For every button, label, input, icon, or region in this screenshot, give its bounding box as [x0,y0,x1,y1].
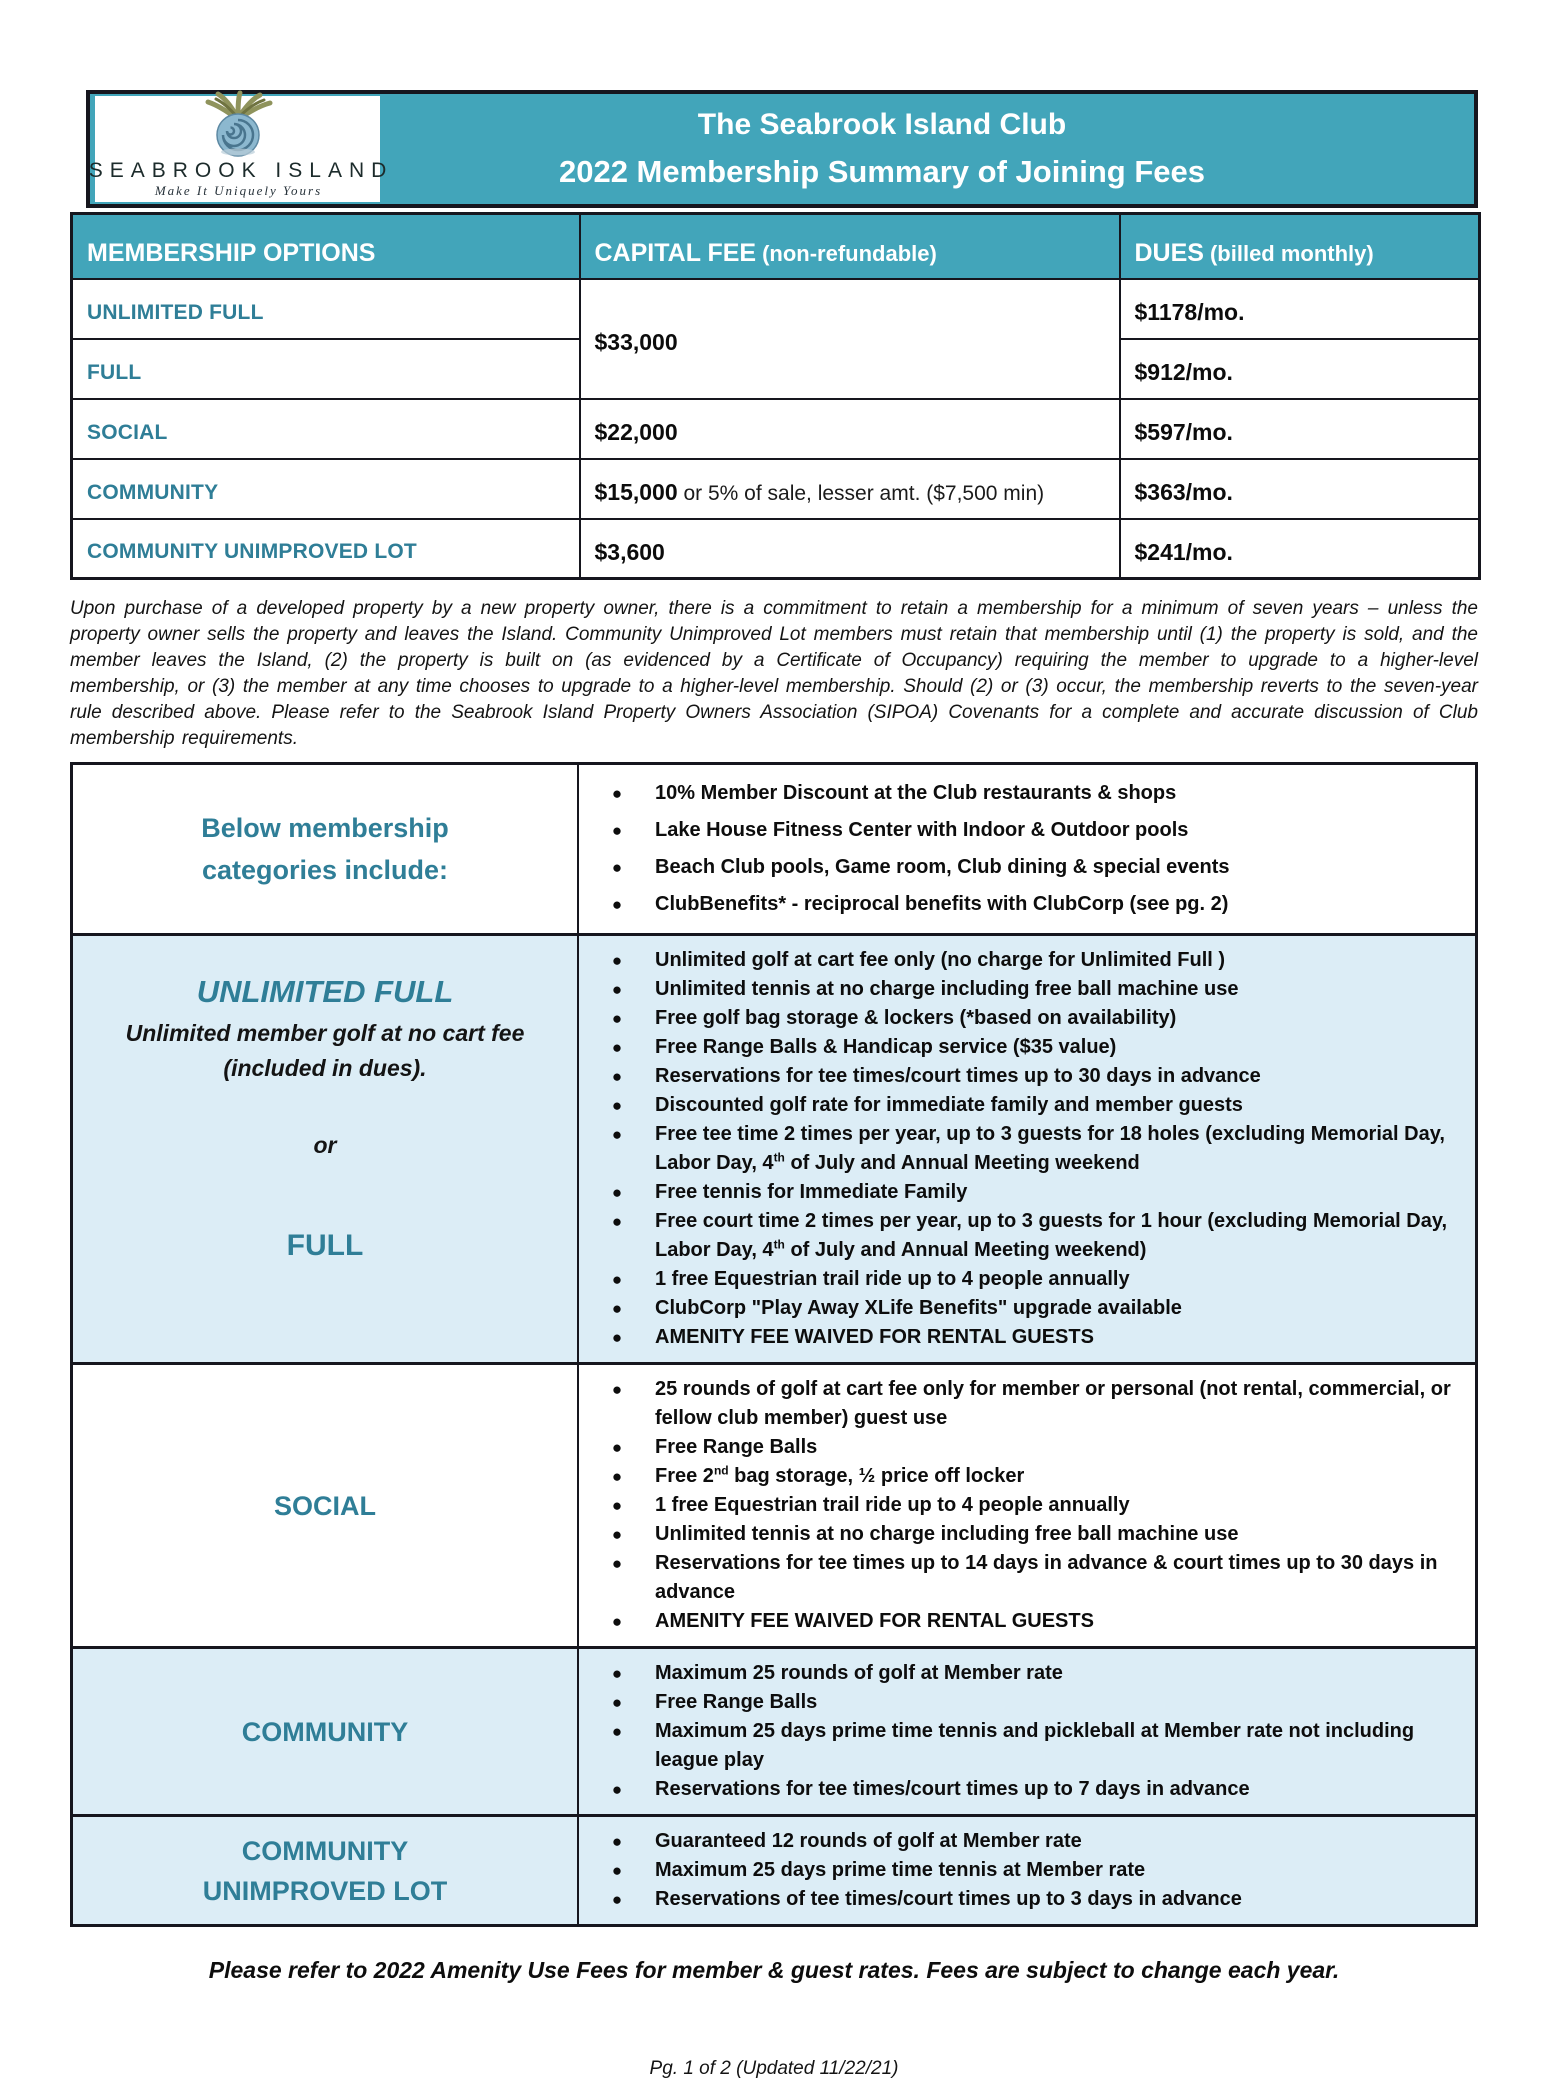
benefits-section-all-categories [73,765,1475,933]
benefits-list [579,1817,1475,1924]
dues-cell [1120,279,1480,339]
dues-value: $241/mo. [1134,538,1233,565]
benefit-item [579,1265,1471,1294]
bullet-icon: ● [611,1380,623,1399]
nautilus-shell-icon [178,92,298,158]
column-title: CAPITAL FEE [594,238,757,267]
benefit-item [579,1294,1471,1323]
dues-cell [1120,399,1480,459]
capital-fee-value: $3,600 [594,538,665,565]
benefit-text: Maximum 25 rounds of golf at Member rate [655,1662,1063,1684]
benefit-item [579,886,1471,923]
section-label-line: Unlimited member golf at no cart fee [125,1020,525,1046]
benefit-text: Reservations for tee times/court times up to 7 days in advance [655,1778,1250,1800]
logo-wordmark: SEABROOK ISLAND [88,159,394,182]
benefit-text: Free Range Balls [655,1436,818,1458]
benefit-text: Reservations for tee times/court times up to 30 days in advance [655,1065,1261,1087]
bullet-icon: ● [611,1038,623,1057]
bullet-icon: ● [611,1780,623,1799]
benefit-item [579,1717,1471,1775]
benefit-item [579,1033,1471,1062]
dues-value: $1178/mo. [1134,299,1245,325]
benefit-item [579,1433,1471,1462]
membership-option-cell: UNLIMITED FULL [72,279,580,339]
bullet-icon: ● [611,895,623,914]
capital-fee-cell-merged [580,279,1120,399]
bullet-icon: ● [611,1554,623,1573]
section-label-line: FULL [286,1229,364,1262]
logo-tagline: Make It Uniquely Yours [154,183,323,198]
benefit-item [579,775,1471,812]
column-title: MEMBERSHIP OPTIONS [87,238,376,267]
bullet-icon: ● [611,1212,623,1231]
dues-cell [1120,339,1480,399]
benefit-item [579,1856,1471,1885]
title-line1: The Seabrook Island Club [697,108,1067,141]
benefits-section-social [73,1362,1475,1646]
benefit-item [579,1775,1471,1804]
benefit-item [579,1207,1471,1265]
benefit-item [579,1827,1471,1856]
benefit-text: Maximum 25 days prime time tennis at Member rate [655,1859,1146,1881]
col-capital-fee [580,214,1120,279]
benefit-text: ClubCorp "Play Away XLife Benefits" upgrade available [655,1297,1182,1319]
benefit-item [579,946,1471,975]
benefits-list [579,1365,1475,1646]
benefit-text: Free Range Balls [655,1691,818,1713]
benefit-text: Beach Club pools, Game room, Club dining & special events [655,856,1230,878]
benefit-item [579,1323,1471,1352]
benefit-text: Unlimited golf at cart fee only (no charge for Unlimited Full ) [655,949,1226,971]
benefits-section-unlimited-full-and-full [73,933,1475,1362]
bullet-icon: ● [611,1861,623,1880]
benefit-text: AMENITY FEE WAIVED FOR RENTAL GUESTS [655,1326,1094,1348]
column-title: DUES [1134,238,1204,267]
bullet-icon: ● [611,980,623,999]
benefit-item [579,1491,1471,1520]
benefits-section-community-unimproved-lot [73,1814,1475,1924]
page-number: Pg. 1 of 2 (Updated 11/22/21) [649,2058,899,2079]
membership-option-cell: COMMUNITY [72,459,580,519]
column-note: (billed monthly) [1209,240,1374,266]
benefit-text: 10% Member Discount at the Club restaurants & shops [655,782,1177,804]
section-label-line: COMMUNITY [241,1716,409,1747]
benefit-text: Reservations of tee times/court times up to 3 days in advance [655,1888,1242,1910]
document-header-band [86,90,1478,208]
fees-row-community [72,459,1480,519]
fees-header-row [72,214,1480,279]
benefit-text: Free Range Balls & Handicap service ($35 value) [655,1036,1117,1058]
benefits-list [579,765,1475,933]
bullet-icon: ● [611,1832,623,1851]
column-note: (non-refundable) [762,240,937,266]
col-membership-options [72,214,580,279]
col-dues [1120,214,1480,279]
benefit-text: Free 2nd bag storage, ½ price off locker [655,1463,1025,1487]
benefit-item [579,975,1471,1004]
bullet-icon: ● [611,1299,623,1318]
section-label [73,936,579,1362]
benefit-text: Free golf bag storage & lockers (*based on availability) [655,1007,1177,1029]
bullet-icon: ● [611,1467,623,1486]
section-label-line: SOCIAL [273,1490,376,1521]
section-label-line: Below membership [201,813,449,843]
benefit-item [579,1549,1471,1607]
benefit-item [579,1062,1471,1091]
membership-option-cell: COMMUNITY UNIMPROVED LOT [72,519,580,579]
membership-option-cell: SOCIAL [72,399,580,459]
section-label [73,1649,579,1814]
capital-fee-cell [580,459,1120,519]
benefit-item [579,849,1471,886]
benefit-text: Maximum 25 days prime time tennis and pickleball at Member rate not including league play [655,1720,1415,1771]
bullet-icon: ● [611,1722,623,1741]
benefit-item [579,1688,1471,1717]
bullet-icon: ● [611,1067,623,1086]
bullet-icon: ● [611,1890,623,1909]
bullet-icon: ● [611,1525,623,1544]
benefit-item [579,1520,1471,1549]
benefit-text: AMENITY FEE WAIVED FOR RENTAL GUESTS [655,1610,1094,1632]
benefits-table [70,762,1478,1927]
amenity-fees-note: Please refer to 2022 Amenity Use Fees for member & guest rates. Fees are subject to change each year. [208,1957,1340,1983]
membership-fees-table [70,212,1481,580]
club-logo [88,96,394,202]
benefits-list [579,1649,1475,1814]
bullet-icon: ● [611,1496,623,1515]
section-label-line: categories include: [201,855,449,885]
capital-fee-note: or 5% of sale, lesser amt. ($7,500 min) [677,482,1045,505]
benefit-item [579,1091,1471,1120]
section-label [73,765,579,933]
dues-cell [1120,519,1480,579]
benefit-text: Lake House Fitness Center with Indoor & Outdoor pools [655,819,1189,841]
benefit-item [579,1885,1471,1914]
section-label-line: UNIMPROVED LOT [202,1875,448,1906]
title-line2: 2022 Membership Summary of Joining Fees [558,154,1206,189]
dues-value: $912/mo. [1134,359,1233,385]
membership-option-cell: FULL [72,339,580,399]
benefit-item [579,1659,1471,1688]
section-label-line: COMMUNITY [241,1835,409,1866]
bullet-icon: ● [611,1612,623,1631]
bullet-icon: ● [611,1438,623,1457]
dues-cell [1120,459,1480,519]
capital-fee-cell [580,519,1120,579]
benefit-text: Reservations for tee times up to 14 days in advance & court times up to 30 days in advance [655,1552,1438,1603]
dues-value: $597/mo. [1134,419,1233,445]
section-label-line: (included in dues). [223,1055,427,1081]
benefit-text: ClubBenefits* - reciprocal benefits with ClubCorp (see pg. 2) [655,893,1229,915]
bullet-icon: ● [611,784,623,803]
membership-commitment-disclaimer: Upon purchase of a developed property by a new property owner, there is a commitment to retain a membership for a minimum of seven years – unless the property owner sells the property and leaves the Island. Community Unimproved Lot members must retain that membership until (1) the property is sold, and the member leaves the Island, (2) the property is built on (as evidenced by a Certificate of Occupancy) requiring the member to upgrade to a higher-level membership, or (3) the member at any time chooses to upgrade to a higher-level membership. Should (2) or (3) occur, the membership reverts to the seven-year rule described above. Please refer to the Seabrook Island Property Owners Association (SIPOA) Covenants for a complete and accurate discussion of Club membership requirements. [70,598,1478,749]
section-label [73,1365,579,1646]
benefit-text: Free tee time 2 times per year, up to 3 guests for 18 holes (excluding Memorial Day, Labor Day, 4th of July and Annual Meeting weekend [655,1123,1445,1174]
bullet-icon: ● [611,858,623,877]
benefit-item [579,1607,1471,1636]
capital-fee-value: $33,000 [594,329,678,355]
benefit-text: Unlimited tennis at no charge including free ball machine use [655,1523,1239,1545]
benefit-item [579,1462,1471,1491]
benefit-text: 1 free Equestrian trail ride up to 4 people annually [655,1494,1130,1516]
section-label-line: or [313,1132,337,1158]
bullet-icon: ● [611,1183,623,1202]
benefit-text: 1 free Equestrian trail ride up to 4 people annually [655,1268,1130,1290]
bullet-icon: ● [611,951,623,970]
benefit-text: Unlimited tennis at no charge including free ball machine use [655,978,1239,1000]
capital-fee-cell [580,399,1120,459]
benefits-section-community [73,1646,1475,1814]
bullet-icon: ● [611,1328,623,1347]
benefit-text: Guaranteed 12 rounds of golf at Member rate [655,1830,1082,1852]
benefit-text: Discounted golf rate for immediate family and member guests [655,1094,1243,1116]
capital-fee-value: $22,000 [594,419,678,445]
bullet-icon: ● [611,1270,623,1289]
bullet-icon: ● [611,1096,623,1115]
section-label [73,1817,579,1924]
fees-row-unlimited-full [72,279,1480,339]
benefit-item [579,1004,1471,1033]
section-label-line: UNLIMITED FULL [196,974,454,1009]
capital-fee-value: $15,000 [594,479,678,505]
bullet-icon: ● [611,821,623,840]
bullet-icon: ● [611,1009,623,1028]
benefit-text: Free tennis for Immediate Family [655,1181,968,1203]
benefit-text: 25 rounds of golf at cart fee only for member or personal (not rental, commercial, or fellow club member) guest use [655,1378,1451,1429]
benefits-list [579,936,1475,1362]
dues-value: $363/mo. [1134,479,1233,505]
fees-row-community-unimproved-lot [72,519,1480,579]
bullet-icon: ● [611,1125,623,1144]
benefit-item [579,1178,1471,1207]
fees-row-social [72,399,1480,459]
bullet-icon: ● [611,1693,623,1712]
benefit-item [579,1375,1471,1433]
benefit-item [579,1120,1471,1178]
benefit-text: Free court time 2 times per year, up to 3 guests for 1 hour (excluding Memorial Day, Labor Day, 4th of July and Annual Meeting weekend) [655,1210,1448,1261]
bullet-icon: ● [611,1664,623,1683]
benefit-item [579,812,1471,849]
